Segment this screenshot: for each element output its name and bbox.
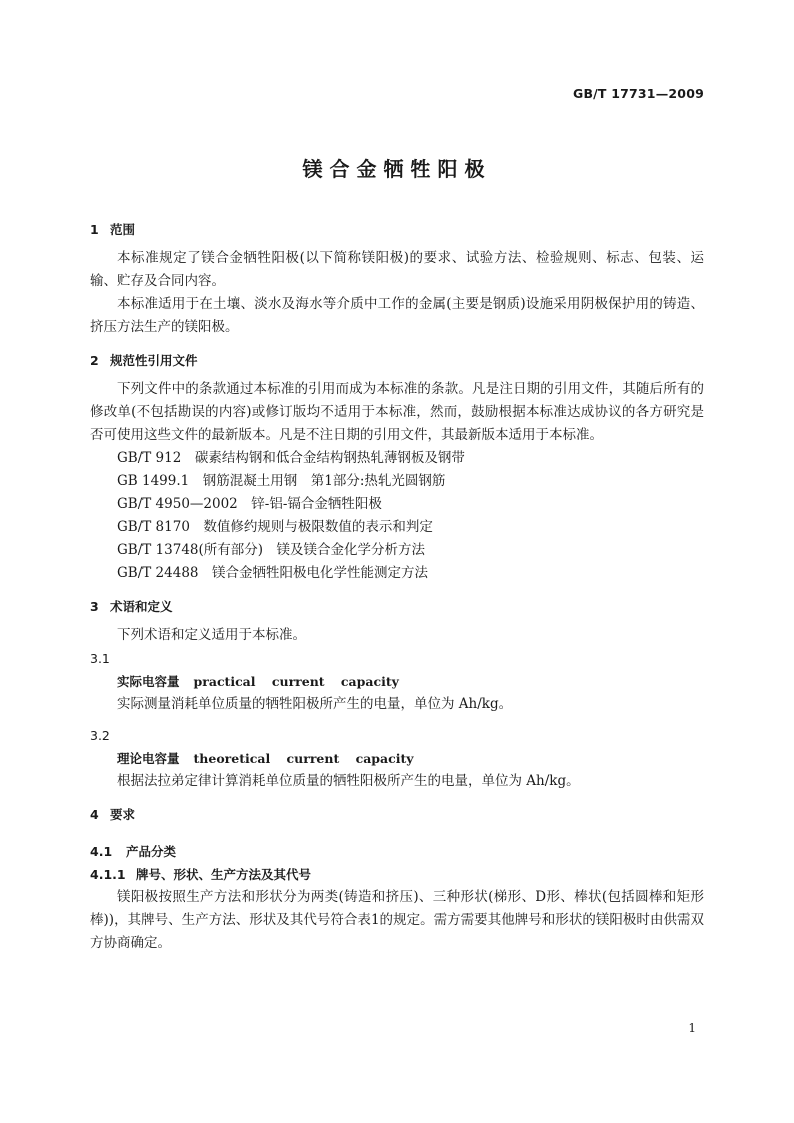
term-zh: 实际电容量 — [117, 674, 180, 689]
section-3-heading — [90, 595, 704, 618]
term-heading — [90, 670, 704, 693]
section-number: 3 — [90, 599, 99, 614]
subsection-title: 产品分类 — [126, 844, 177, 859]
reference-item: GB 1499.1 钢筋混凝土用钢 第1部分:热轧光圆钢筋 — [117, 473, 446, 489]
subsection-title: 牌号、形状、生产方法及其代号 — [136, 867, 312, 882]
paragraph: 下列文件中的条款通过本标准的引用而成为本标准的条款。凡是注日期的引用文件，其随后所有的修改单(不包括勘误的内容)或修订版均不适用于本标准，然而，鼓励根据本标准达成协议的各方研究是否可使用这些文件的最新版本。凡是不注日期的引用文件，其最新版本适用于本标准。 — [90, 381, 704, 443]
standard-code: GB/T 17731—2009 — [572, 86, 704, 101]
paragraph: 下列术语和定义适用于本标准。 — [117, 627, 306, 643]
term-en: theoretical current capacity — [193, 751, 414, 766]
section-title: 术语和定义 — [110, 599, 173, 614]
paragraph: 本标准适用于在土壤、淡水及海水等介质中工作的金属(主要是钢质)设施采用阴极保护用的铸造、挤压方法生产的镁阳极。 — [90, 296, 704, 335]
section-title: 规范性引用文件 — [110, 353, 198, 368]
reference-item: GB/T 24488 镁合金牺牲阳极电化学性能测定方法 — [117, 565, 428, 581]
term-number: 3.1 — [90, 651, 110, 666]
paragraph: 镁阳极按照生产方法和形状分为两类(铸造和挤压)、三种形状(梯形、D形、棒状(包括圆棒和矩形棒))，其牌号、生产方法、形状及其代号符合表1的规定。需方需要其他牌号和形状的镁阳极时由供需双方协商确定。 — [90, 889, 704, 951]
page-number: 1 — [688, 1021, 696, 1035]
section-number: 1 — [90, 222, 99, 237]
reference-item: GB/T 4950—2002 锌-铝-镉合金牺牲阳极 — [117, 496, 382, 512]
term-number: 3.2 — [90, 728, 110, 743]
term-heading — [90, 747, 704, 770]
term-en: practical current capacity — [193, 674, 399, 689]
section-number: 4 — [90, 807, 99, 822]
paragraph: 本标准规定了镁合金牺牲阳极(以下简称镁阳极)的要求、试验方法、检验规则、标志、包装、运输、贮存及合同内容。 — [90, 250, 704, 289]
term-definition: 根据法拉弟定律计算消耗单位质量的牺牲阳极所产生的电量，单位为 Ah/kg。 — [117, 773, 580, 789]
section-1-heading — [90, 218, 704, 241]
subsection-heading — [90, 863, 704, 886]
section-title: 要求 — [110, 807, 136, 822]
document-title: 镁合金牺牲阳极 — [302, 157, 492, 181]
term-zh: 理论电容量 — [117, 751, 180, 766]
term-definition: 实际测量消耗单位质量的牺牲阳极所产生的电量，单位为 Ah/kg。 — [117, 696, 513, 712]
reference-item: GB/T 912 碳素结构钢和低合金结构钢热轧薄钢板及钢带 — [117, 450, 465, 466]
section-title: 范围 — [110, 222, 136, 237]
reference-item: GB/T 13748(所有部分) 镁及镁合金化学分析方法 — [117, 542, 426, 558]
section-number: 2 — [90, 353, 99, 368]
reference-item: GB/T 8170 数值修约规则与极限数值的表示和判定 — [117, 519, 433, 535]
document-body — [90, 218, 704, 955]
subsection-number: 4.1 — [90, 844, 113, 859]
subsection-heading — [90, 840, 704, 863]
section-2-heading — [90, 349, 704, 372]
subsection-number: 4.1.1 — [90, 867, 126, 882]
section-4-heading — [90, 803, 704, 826]
